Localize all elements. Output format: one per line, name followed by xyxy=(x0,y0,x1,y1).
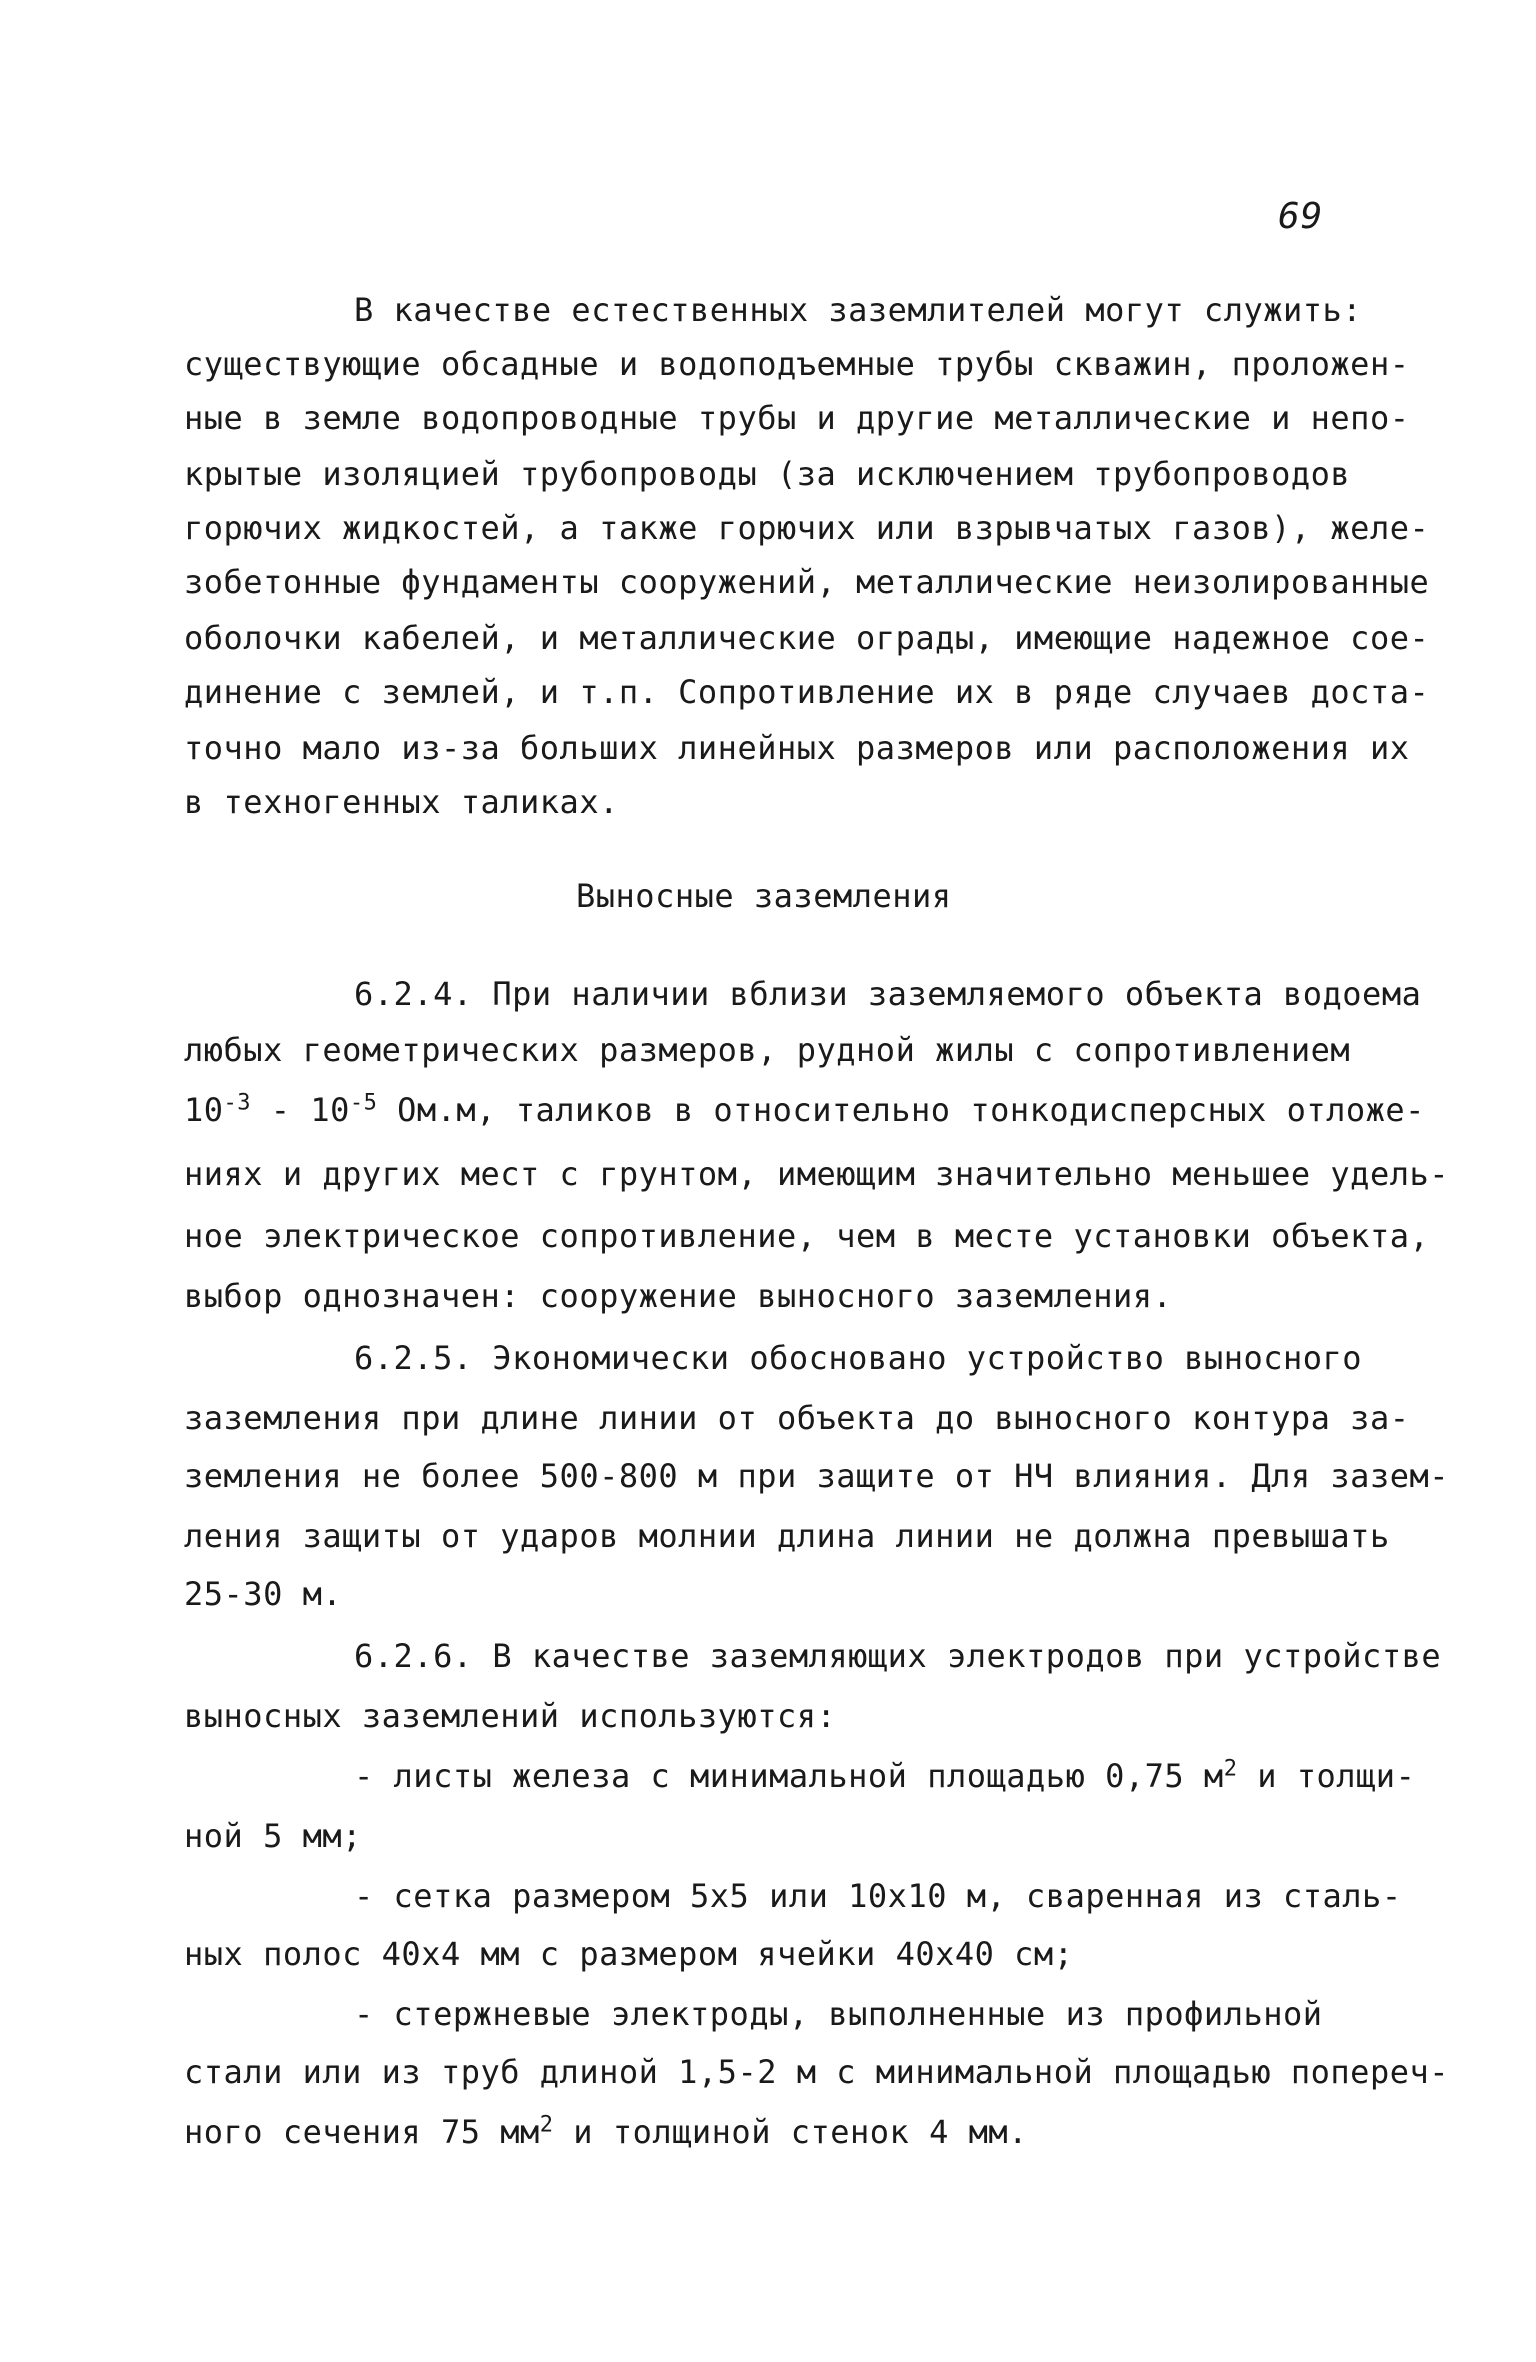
section-heading: Выносные заземления xyxy=(576,877,952,915)
intro-line-6: зобетонные фундаменты сооружений, металлические неизолированные xyxy=(184,563,1430,601)
para-625-line-2: заземления при длине линии от объекта до выносного контура за- xyxy=(184,1399,1410,1437)
list-item-1-line-2: ной 5 мм; xyxy=(184,1817,362,1855)
intro-line-8: динение с землей, и т.п. Сопротивление их в ряде случаев доста- xyxy=(184,673,1430,711)
para-624-line-1: 6.2.4. При наличии вблизи заземляемого объекта водоема xyxy=(354,975,1422,1013)
para-624-line-5: ное электрическое сопротивление, чем в месте установки объекта, xyxy=(184,1217,1430,1255)
list-item-3-line-1: - стержневые электроды, выполненные из профильной xyxy=(354,1995,1323,2033)
para-624-line-3-part-c: Ом.м, таликов в относительно тонкодисперсных отложе- xyxy=(377,1091,1425,1129)
list-item-1-exponent: 2 xyxy=(1223,1756,1238,1782)
para-624-line-3-part-a: 10 xyxy=(184,1091,224,1129)
para-625-line-4: ления защиты от ударов молнии длина линии не должна превышать xyxy=(184,1517,1390,1555)
para-624-line-6: выбор однозначен: сооружение выносного заземления. xyxy=(184,1277,1173,1315)
intro-line-2: существующие обсадные и водоподъемные трубы скважин, проложен- xyxy=(184,345,1410,383)
para-626-line-2: выносных заземлений используются: xyxy=(184,1697,837,1735)
list-item-3-part-a: ного сечения 75 мм xyxy=(184,2113,540,2151)
intro-line-4: крытые изоляцией трубопроводы (за исключением трубопроводов xyxy=(184,455,1351,493)
intro-line-7: оболочки кабелей, и металлические ограды, имеющие надежное сое- xyxy=(184,619,1430,657)
list-item-1-line-1 xyxy=(354,1756,1415,1796)
list-item-2-line-2: ных полос 40х4 мм с размером ячейки 40х40 см; xyxy=(184,1935,1074,1973)
para-624-line-2: любых геометрических размеров, рудной жилы с сопротивлением xyxy=(184,1031,1351,1069)
para-624-exponent-1: -3 xyxy=(223,1090,252,1116)
list-item-1-part-a: - листы железа с минимальной площадью 0,75 м xyxy=(354,1757,1224,1795)
list-item-3-line-3 xyxy=(184,2112,1028,2152)
para-624-line-3 xyxy=(184,1090,1425,1130)
para-625-line-5: 25-30 м. xyxy=(184,1575,343,1613)
intro-line-10: в техногенных таликах. xyxy=(184,783,619,821)
para-624-line-3-part-b: - 10 xyxy=(251,1091,350,1129)
list-item-1-part-b: и толщи- xyxy=(1237,1757,1416,1795)
intro-line-5: горючих жидкостей, а также горючих или взрывчатых газов), желе- xyxy=(184,509,1430,547)
para-625-line-3: земления не более 500-800 м при защите от НЧ влияния. Для зазем- xyxy=(184,1457,1449,1495)
list-item-3-line-2: стали или из труб длиной 1,5-2 м с минимальной площадью попереч- xyxy=(184,2053,1449,2091)
para-624-exponent-2: -5 xyxy=(349,1090,378,1116)
list-item-3-exponent: 2 xyxy=(539,2112,554,2138)
page-number: 69 xyxy=(1278,196,1324,237)
para-624-line-4: ниях и других мест с грунтом, имеющим значительно меньшее удель- xyxy=(184,1155,1449,1193)
list-item-3-part-b: и толщиной стенок 4 мм. xyxy=(553,2113,1028,2151)
intro-line-3: ные в земле водопроводные трубы и другие металлические и непо- xyxy=(184,399,1410,437)
para-625-line-1: 6.2.5. Экономически обосновано устройство выносного xyxy=(354,1339,1363,1377)
list-item-2-line-1: - сетка размером 5х5 или 10х10 м, сваренная из сталь- xyxy=(354,1877,1402,1915)
para-626-line-1: 6.2.6. В качестве заземляющих электродов при устройстве xyxy=(354,1637,1442,1675)
intro-line-1: В качестве естественных заземлителей могут служить: xyxy=(354,291,1363,329)
intro-line-9: точно мало из-за больших линейных размеров или расположения их xyxy=(184,729,1410,767)
